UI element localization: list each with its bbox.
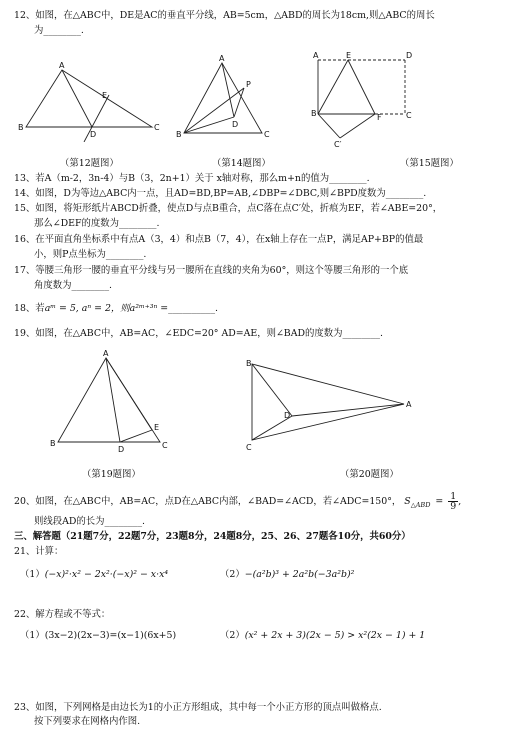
q21-part2-expr: −(a²b)³ + 2a²b(−3a²b)² [244,569,355,580]
fig15-caption: （第15题图） [400,158,459,169]
q22-part2-expr: (x² + 2x + 3)(2x − 5) > x²(2x − 1) + 1 [244,630,426,641]
fig15-segment-be [318,60,348,114]
q21-head: 21、计算： [14,546,64,557]
q22-part1: （1）(3x−2)(2x−3)=(x−1)(6x+5) [20,630,177,641]
fig15-segment-c2f [340,114,375,138]
fig20-label-a: A [406,400,412,409]
fig20-label-d: D [284,411,291,420]
q15-line1: 15、如图，将矩形纸片ABCD折叠，使点D与点B重合，点C落在点C′处，折痕为EF，若∠ABE=20°， [14,203,443,214]
fig15-label-a: A [313,52,319,60]
figure-15 [310,52,420,150]
q21-part1-expr: (−x)²·x² − 2x²·(−x)² − x·x⁴ [44,569,169,580]
q18-expr: aᵐ = 5, aⁿ = 2，则a²ᵐ⁺³ⁿ = [44,303,169,314]
fig14-label-p: P [246,80,251,89]
fig14-triangle-abc [184,63,262,133]
q12-line1: 12、如图，在△ABC中，DE是AC的垂直平分线，AB=5cm，△ABD的周长为18cm,则△ABC的周长 [14,10,435,21]
fig19-segment-de [120,430,152,442]
fig14-caption: （第14题图） [212,158,271,169]
q17-line2: 角度数为________. [34,280,112,291]
q20-fraction [448,492,458,511]
fig20-segment-ad [292,404,404,416]
q20-text: 20、如图，在△ABC中，AB=AC，点D在△ABC内部，∠BAD=∠ACD，若∠ADC=150°， [14,496,402,507]
q17-line1: 17、等腰三角形一腰的垂直平分线与另一腰所在直线的夹角为60°，则这个等腰三角形的一个底 [14,265,409,276]
fig19-label-a: A [103,350,109,358]
q15-line2: 那么∠DEF的度数为________. [34,218,160,229]
q18 [14,303,218,315]
q22-head: 22、解方程或不等式： [14,609,111,620]
figure-20 [240,356,420,456]
fig20-caption: （第20题图） [340,469,399,480]
q16-line2: 小，则P点坐标为________. [34,249,147,260]
q18-prefix: 18、若 [14,303,45,314]
q13: 13、若A（m-2，3n-4）与B（3，2n+1）关于 x轴对称，那么m+n的值为________. [14,173,370,184]
q12-line2: 为________. [34,25,84,36]
fig19-caption: （第19题图） [82,469,141,480]
q23-line1: 23、如图，下列网格是由边长为1的小正方形组成，其中每一个小正方形的顶点叫做格点. [14,702,382,713]
fig15-label-b: B [311,109,317,118]
q20-tail: , [458,496,462,507]
figure-14 [172,55,282,145]
fig12-label-a: A [59,62,65,70]
fig15-fold-ef [348,60,375,114]
fig12-segment-ad [62,70,92,127]
fig19-label-e: E [154,423,160,432]
q21-part2 [220,569,354,581]
fig19-segment-ad [106,358,120,442]
fig14-segment-ad [222,63,234,117]
q21-part1-label: （1） [20,569,45,580]
q18-blank: __________. [168,303,218,314]
fig19-label-b: B [50,439,56,448]
fig20-triangle-abc [252,364,404,440]
q22-part2-label: （2） [220,630,245,641]
fig14-label-b: B [176,130,182,139]
q21-part2-label: （2） [220,569,245,580]
q19: 19、如图，在△ABC中，AB=AC，∠EDC=20° AD=AE，则∠BAD的度数为________. [14,328,383,339]
q20-fraction-numerator: 1 [450,491,457,502]
fig20-segment-bd [252,364,292,416]
q21-part1 [20,569,168,581]
fig14-label-c: C [264,130,270,139]
fig19-segment-ae [106,358,152,430]
q20-area-symbol: S [404,496,411,507]
fig14-label-d: D [232,120,239,129]
fig19-triangle-abc [58,358,160,442]
fig12-label-e: E [102,91,108,100]
fig19-label-c: C [162,441,168,450]
fig15-label-c-prime: C′ [334,140,342,149]
fig12-label-b: B [18,123,24,132]
fig20-label-b: B [246,359,252,368]
q22-part2 [220,630,425,642]
fig20-label-c: C [246,443,252,452]
q20-fraction-denominator: 9 [450,501,457,512]
q14: 14、如图，D为等边△ABC内一点，且AD=BD,BP=AB,∠DBP=∠DBC,则∠BPD度数为________. [14,188,427,199]
fig15-label-d: D [406,52,413,60]
fig15-label-c: C [406,111,412,120]
q23-line2: 按下列要求在网格内作图. [34,716,141,727]
fig14-label-a: A [219,55,225,63]
fig12-caption: （第12题图） [60,158,119,169]
fig15-label-f: F [377,113,382,122]
q20-area-subscript: △ABD [410,500,431,509]
fig19-label-d: D [118,445,125,454]
fig15-label-e: E [346,52,352,60]
q20-line2: 则线段AD的长为________. [34,516,146,527]
q20-line1: 20、如图，在△ABC中，AB=AC，点D在△ABC内部，∠BAD=∠ACD，若∠ADC=150°， $S_{\triangle ABD}$ = $\frac{1}{9}$ , [14,491,462,512]
fig12-label-d: D [90,130,97,139]
fig12-triangle-abc [26,70,152,127]
figure-19 [44,350,174,455]
fig12-label-c: C [154,123,160,132]
fig15-segment-bc2 [318,114,340,138]
section-3-title: 三、解答题（21题7分，22题7分，23题8分，24题8分，25、26、27题各10分，共60分） [14,531,411,542]
figure-12 [14,62,164,142]
q16-line1: 16、在平面直角坐标系中有点A（3，4）和点B（7，4），在x轴上存在一点P，满足AP+BP的值最 [14,234,424,245]
